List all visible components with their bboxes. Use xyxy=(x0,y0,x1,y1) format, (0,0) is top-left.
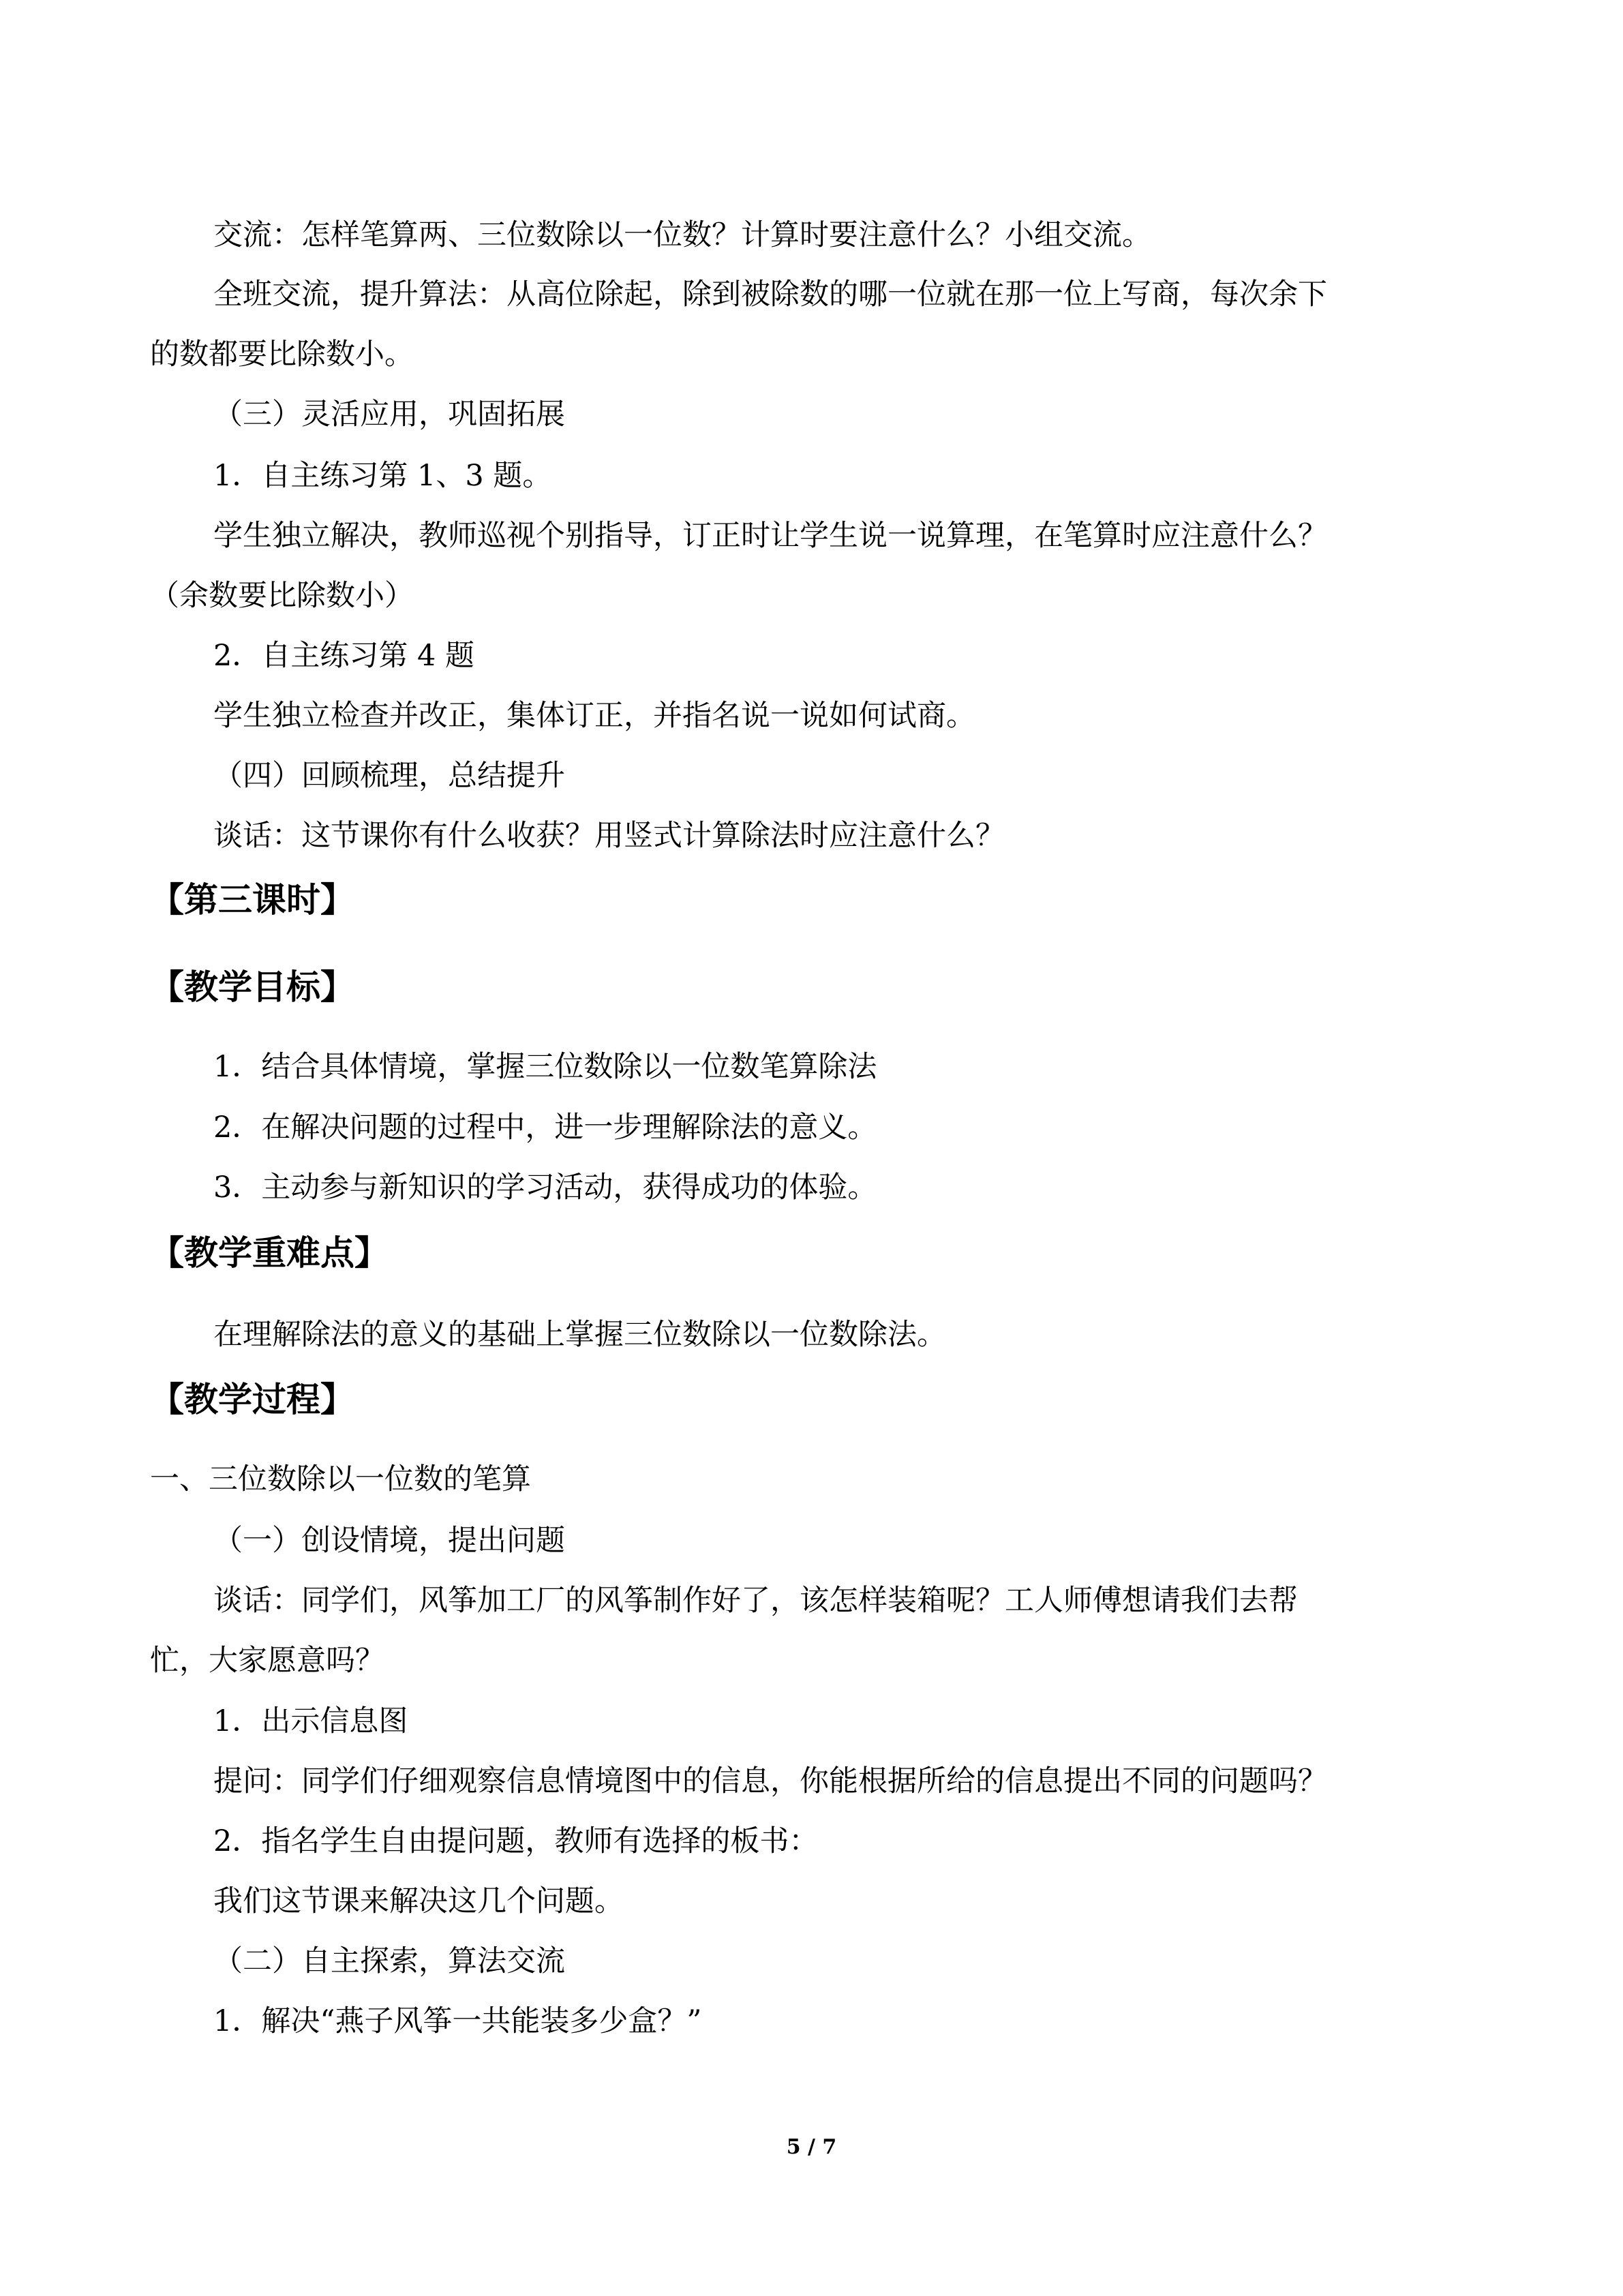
text-line: 的数都要比除数小。 xyxy=(150,337,414,372)
text-line: 我们这节课来解决这几个问题。 xyxy=(213,1884,624,1918)
list-item: 2．自主练习第 4 题 xyxy=(213,639,475,673)
heading-lesson-three: 【第三课时】 xyxy=(150,880,354,920)
section-subheading: （二）自主探索，算法交流 xyxy=(213,1944,565,1978)
list-item: 3．主动参与新知识的学习活动，获得成功的体验。 xyxy=(213,1170,877,1205)
heading-teaching-goals: 【教学目标】 xyxy=(150,967,354,1007)
text-line: 全班交流，提升算法：从高位除起，除到被除数的哪一位就在那一位上写商，每次余下 xyxy=(213,277,1327,312)
list-item: 1．解决“燕子风筝一共能装多少盒？” xyxy=(213,2004,702,2038)
text-line: 提问：同学们仔细观察信息情境图中的信息，你能根据所给的信息提出不同的问题吗？ xyxy=(213,1764,1327,1798)
text-line: 谈话：同学们，风筝加工厂的风筝制作好了，该怎样装箱呢？工人师傅想请我们去帮 xyxy=(213,1584,1298,1618)
text-line: 忙，大家愿意吗？ xyxy=(150,1644,384,1678)
list-item: 2．指名学生自由提问题，教师有选择的板书： xyxy=(213,1824,819,1858)
heading-key-points: 【教学重难点】 xyxy=(150,1233,389,1273)
section-subheading: （一）创设情境，提出问题 xyxy=(213,1524,565,1558)
page-number: 5 / 7 xyxy=(786,2135,837,2159)
section-subheading: （四）回顾梳理，总结提升 xyxy=(213,759,565,793)
text-line: 学生独立解决，教师巡视个别指导，订正时让学生说一说算理，在笔算时应注意什么？ xyxy=(213,519,1327,553)
list-item: 1．自主练习第 1、3 题。 xyxy=(213,459,552,493)
text-line: 在理解除法的意义的基础上掌握三位数除以一位数除法。 xyxy=(213,1318,946,1352)
section-heading: 一、三位数除以一位数的笔算 xyxy=(150,1462,531,1496)
text-line: 谈话：这节课你有什么收获？用竖式计算除法时应注意什么？ xyxy=(213,819,1005,853)
text-line: 交流：怎样笔算两、三位数除以一位数？计算时要注意什么？小组交流。 xyxy=(213,218,1151,252)
list-item: 1．出示信息图 xyxy=(213,1704,408,1738)
list-item: 1．结合具体情境，掌握三位数除以一位数笔算除法 xyxy=(213,1050,877,1084)
heading-teaching-process: 【教学过程】 xyxy=(150,1380,354,1419)
section-subheading: （三）灵活应用，巩固拓展 xyxy=(213,397,565,432)
text-line: （余数要比除数小） xyxy=(150,579,414,613)
text-line: 学生独立检查并改正，集体订正，并指名说一说如何试商。 xyxy=(213,699,975,733)
list-item: 2．在解决问题的过程中，进一步理解除法的意义。 xyxy=(213,1111,877,1145)
